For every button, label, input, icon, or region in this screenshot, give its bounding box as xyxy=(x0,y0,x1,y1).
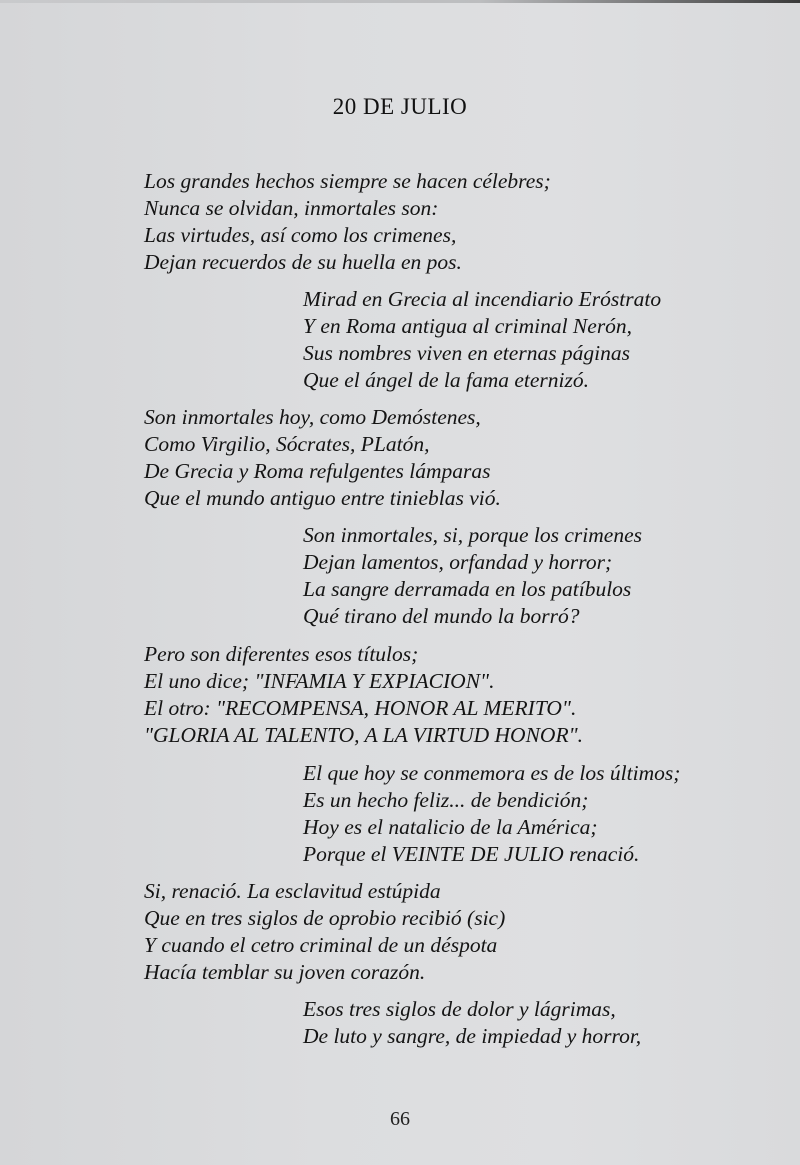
poem-line: De luto y sangre, de impiedad y horror, xyxy=(303,1024,642,1048)
poem-title: 20 DE JULIO xyxy=(332,94,468,119)
poem-line: Es un hecho feliz... de bendición; xyxy=(303,788,589,812)
stanza-8 xyxy=(303,996,641,1050)
poem-line: Y cuando el cetro criminal de un déspota xyxy=(144,933,498,957)
poem-line: "GLORIA AL TALENTO, A LA VIRTUD HONOR". xyxy=(144,723,583,747)
poem-line: El uno dice; "INFAMIA Y EXPIACION". xyxy=(144,669,495,693)
stanza-6 xyxy=(303,760,680,868)
poem-line: Pero son diferentes esos títulos; xyxy=(144,642,419,666)
poem-line: Qué tirano del mundo la borró? xyxy=(303,604,580,628)
stanza-7 xyxy=(144,878,505,986)
poem-line: Las virtudes, así como los crimenes, xyxy=(144,223,457,247)
poem-line: El que hoy se conmemora es de los últimos; xyxy=(303,761,681,785)
poem-line: Sus nombres viven en eternas páginas xyxy=(303,341,631,365)
stanza-4 xyxy=(303,522,642,630)
poem-line: Dejan lamentos, orfandad y horror; xyxy=(303,550,613,574)
poem-line: El otro: "RECOMPENSA, HONOR AL MERITO". xyxy=(144,696,577,720)
poem-line: Son inmortales, si, porque los crimenes xyxy=(303,523,643,547)
poem-line: Hoy es el natalicio de la América; xyxy=(303,815,598,839)
poem-line: Dejan recuerdos de su huella en pos. xyxy=(144,250,462,274)
poem-line: Los grandes hechos siempre se hacen célebres; xyxy=(144,169,551,193)
stanza-3 xyxy=(144,404,501,512)
poem-line: Que el mundo antiguo entre tinieblas vió. xyxy=(144,486,501,510)
stanza-2 xyxy=(303,286,661,394)
poem-line: Que en tres siglos de oprobio recibió (sic) xyxy=(144,906,506,930)
poem-line: Y en Roma antigua al criminal Nerón, xyxy=(303,314,633,338)
poem-line: Esos tres siglos de dolor y lágrimas, xyxy=(303,997,616,1021)
poem-line: Nunca se olvidan, inmortales son: xyxy=(144,196,439,220)
poem-line: De Grecia y Roma refulgentes lámparas xyxy=(144,459,491,483)
poem-line: Mirad en Grecia al incendiario Eróstrato xyxy=(303,287,662,311)
stanza-5 xyxy=(144,641,583,749)
stanza-1 xyxy=(144,168,551,276)
page-number: 66 xyxy=(390,1108,410,1130)
poem-line: Porque el VEINTE DE JULIO renació. xyxy=(303,842,640,866)
poem-line: La sangre derramada en los patíbulos xyxy=(303,577,632,601)
poem-line: Si, renació. La esclavitud estúpida xyxy=(144,879,441,903)
poem-line: Hacía temblar su joven corazón. xyxy=(144,960,426,984)
poem-line: Que el ángel de la fama eternizó. xyxy=(303,368,590,392)
poem-line: Como Virgilio, Sócrates, PLatón, xyxy=(144,432,430,456)
poem-line: Son inmortales hoy, como Demóstenes, xyxy=(144,405,481,429)
page-top-edge xyxy=(0,0,800,3)
